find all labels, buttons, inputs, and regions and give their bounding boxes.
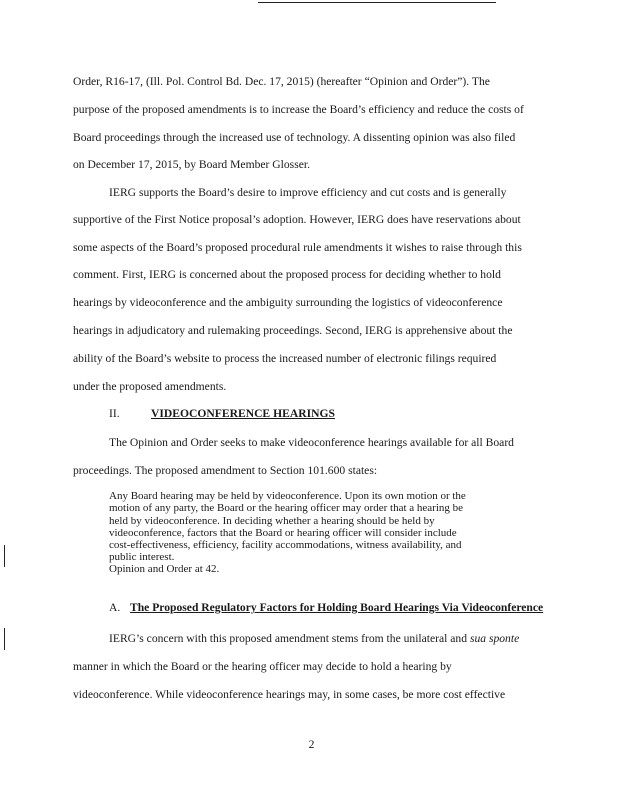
quote-line: cost-effectiveness, efficiency, facility accommodations, witness availability, and bbox=[109, 539, 462, 551]
text-line: under the proposed amendments. bbox=[73, 380, 227, 393]
text-line: on December 17, 2015, by Board Member Glosser. bbox=[73, 158, 310, 171]
quote-line: motion of any party, the Board or the hearing officer may order that a hearing be bbox=[109, 502, 464, 514]
text-line: IERG supports the Board’s desire to improve efficiency and cut costs and is generally bbox=[109, 186, 507, 199]
margin-change-bar bbox=[4, 628, 5, 650]
subsection-letter: A. bbox=[109, 601, 121, 614]
text-line: Board proceedings through the increased use of technology. A dissenting opinion was also filed bbox=[73, 131, 516, 144]
text-line: videoconference. While videoconference hearings may, in some cases, be more cost effective bbox=[73, 688, 506, 701]
text-line: The Opinion and Order seeks to make videoconference hearings available for all Board bbox=[109, 436, 514, 449]
page-number: 2 bbox=[308, 738, 315, 751]
text-line: proceedings. The proposed amendment to Section 101.600 states: bbox=[73, 464, 378, 477]
text-line: comment. First, IERG is concerned about the proposed process for deciding whether to hold bbox=[73, 268, 501, 281]
text-line: Order, R16-17, (Ill. Pol. Control Bd. Dec. 17, 2015) (hereafter “Opinion and Order”). The bbox=[73, 75, 490, 88]
text-run: IERG’s concern with this proposed amendment stems from the unilateral and bbox=[109, 632, 470, 645]
italic-term: sua sponte bbox=[469, 632, 520, 645]
text-line bbox=[109, 632, 519, 646]
text-line: manner in which the Board or the hearing officer may decide to hold a hearing by bbox=[73, 660, 452, 673]
margin-change-bar bbox=[4, 545, 5, 567]
section-title: VIDEOCONFERENCE HEARINGS bbox=[151, 407, 335, 420]
text-line: purpose of the proposed amendments is to increase the Board’s efficiency and reduce the costs of bbox=[73, 103, 524, 116]
text-line: supportive of the First Notice proposal’s adoption. However, IERG does have reservations about bbox=[73, 213, 521, 226]
text-line: ability of the Board’s website to process the increased number of electronic filings required bbox=[73, 352, 497, 365]
text-line: hearings by videoconference and the ambiguity surrounding the logistics of videoconference bbox=[73, 296, 503, 309]
text-line: some aspects of the Board’s proposed procedural rule amendments it wishes to raise through this bbox=[73, 241, 522, 254]
section-number: II. bbox=[109, 407, 120, 420]
top-rule bbox=[258, 2, 496, 3]
quote-line: public interest. bbox=[109, 551, 175, 563]
quote-citation: Opinion and Order at 42. bbox=[109, 563, 220, 575]
quote-line: Any Board hearing may be held by videoconference. Upon its own motion or the bbox=[109, 490, 466, 502]
quote-line: videoconference, factors that the Board or hearing officer will consider include bbox=[109, 527, 457, 539]
text-line: hearings in adjudicatory and rulemaking proceedings. Second, IERG is apprehensive about the bbox=[73, 324, 513, 337]
subsection-title: The Proposed Regulatory Factors for Holding Board Hearings Via Videoconference bbox=[130, 601, 544, 614]
quote-line: held by videoconference. In deciding whether a hearing should be held by bbox=[109, 515, 435, 527]
